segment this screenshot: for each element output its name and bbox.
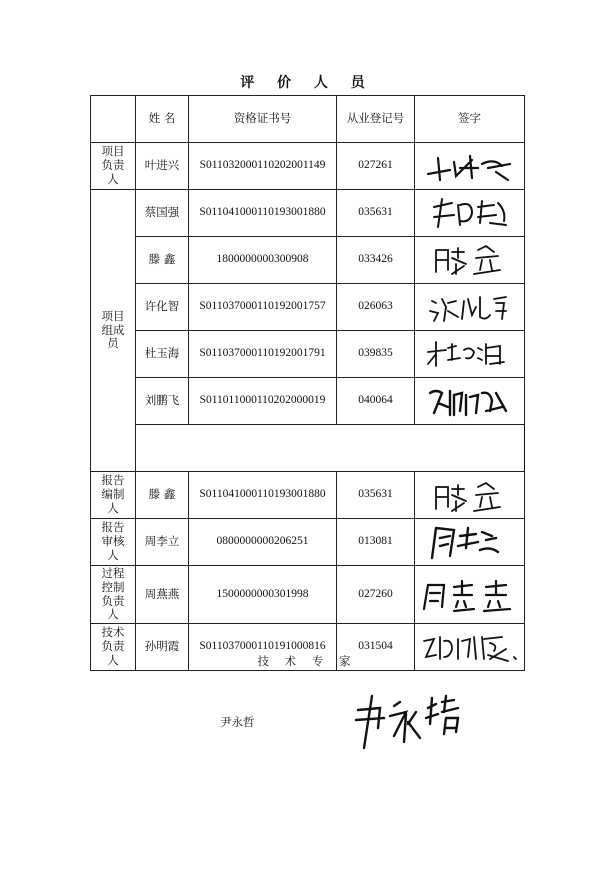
table-row bbox=[91, 519, 525, 566]
person-name: 叶进兴 bbox=[136, 143, 189, 190]
person-name: 杜玉海 bbox=[136, 331, 189, 378]
cert-number: 1500000000301998 bbox=[189, 566, 337, 624]
signature-cell bbox=[415, 519, 525, 566]
signature-cell bbox=[415, 472, 525, 519]
signature-cell bbox=[415, 237, 525, 284]
reg-number: 039835 bbox=[337, 331, 415, 378]
table-row bbox=[91, 378, 525, 425]
reg-number: 013081 bbox=[337, 519, 415, 566]
person-name: 滕 鑫 bbox=[136, 237, 189, 284]
signature-cell bbox=[415, 331, 525, 378]
handwritten-signature-image bbox=[420, 193, 520, 233]
person-name: 刘鹏飞 bbox=[136, 378, 189, 425]
handwritten-signature-image bbox=[420, 334, 520, 374]
role-project-lead: 项目 负责 人 bbox=[91, 143, 136, 190]
page-title: 评 价 人 员 bbox=[240, 75, 374, 91]
signature-cell bbox=[415, 284, 525, 331]
cert-number: S011011000110202000019 bbox=[189, 378, 337, 425]
reg-number: 035631 bbox=[337, 190, 415, 237]
reg-number: 027260 bbox=[337, 566, 415, 624]
table-row bbox=[91, 284, 525, 331]
reg-number: 040064 bbox=[337, 378, 415, 425]
person-name: 许化智 bbox=[136, 284, 189, 331]
handwritten-signature-image bbox=[420, 522, 520, 562]
handwritten-signature-image bbox=[420, 146, 520, 186]
cert-number: S011032000110202001149 bbox=[189, 143, 337, 190]
table-row bbox=[91, 566, 525, 624]
expert-name: 尹永哲 bbox=[220, 715, 255, 729]
header-name: 姓 名 bbox=[136, 96, 189, 143]
header-reg: 从业登记号 bbox=[337, 96, 415, 143]
table-row bbox=[91, 190, 525, 237]
cert-number: S011037000110191000816 bbox=[189, 624, 337, 671]
cert-number: S011041000110193001880 bbox=[189, 472, 337, 519]
table-row bbox=[91, 472, 525, 519]
header-signature: 签字 bbox=[415, 96, 525, 143]
role-process-control-lead: 过程 控制 负责 人 bbox=[91, 566, 136, 624]
handwritten-signature-image bbox=[420, 287, 520, 327]
experts-heading: 技 术 专 家 bbox=[257, 654, 357, 668]
evaluation-personnel-table bbox=[90, 95, 525, 671]
signature-cell bbox=[415, 143, 525, 190]
person-name: 滕 鑫 bbox=[136, 472, 189, 519]
cert-number: S011041000110193001880 bbox=[189, 190, 337, 237]
person-name: 孙明霞 bbox=[136, 624, 189, 671]
signature-cell bbox=[415, 566, 525, 624]
table-row bbox=[91, 237, 525, 284]
reg-number: 035631 bbox=[337, 472, 415, 519]
signature-cell bbox=[415, 378, 525, 425]
person-name: 蔡国强 bbox=[136, 190, 189, 237]
role-report-writer: 报告 编制 人 bbox=[91, 472, 136, 519]
person-name: 周燕燕 bbox=[136, 566, 189, 624]
reg-number: 027261 bbox=[337, 143, 415, 190]
reg-number: 026063 bbox=[337, 284, 415, 331]
table-row bbox=[91, 143, 525, 190]
person-name: 周李立 bbox=[136, 519, 189, 566]
reg-number: 031504 bbox=[337, 624, 415, 671]
table-row bbox=[91, 331, 525, 378]
handwritten-signature-image bbox=[420, 240, 520, 280]
cert-number: S011037000110192001757 bbox=[189, 284, 337, 331]
header-cert: 资格证书号 bbox=[189, 96, 337, 143]
handwritten-signature-image bbox=[420, 381, 520, 421]
handwritten-signature-image bbox=[350, 688, 470, 758]
table-header-row bbox=[91, 96, 525, 143]
handwritten-signature-image bbox=[420, 475, 520, 515]
cert-number: S011037000110192001791 bbox=[189, 331, 337, 378]
reg-number: 033426 bbox=[337, 237, 415, 284]
role-technical-lead: 技术 负责 人 bbox=[91, 624, 136, 671]
role-team-member: 项目 组成 员 bbox=[91, 190, 136, 472]
signature-cell bbox=[415, 190, 525, 237]
table-row bbox=[91, 425, 525, 472]
handwritten-signature-image bbox=[418, 575, 522, 615]
expert-signature-image bbox=[350, 688, 470, 762]
role-report-reviewer: 报告 审核 人 bbox=[91, 519, 136, 566]
header-blank bbox=[91, 96, 136, 143]
cert-number: 1800000000300908 bbox=[189, 237, 337, 284]
cert-number: 0800000000206251 bbox=[189, 519, 337, 566]
